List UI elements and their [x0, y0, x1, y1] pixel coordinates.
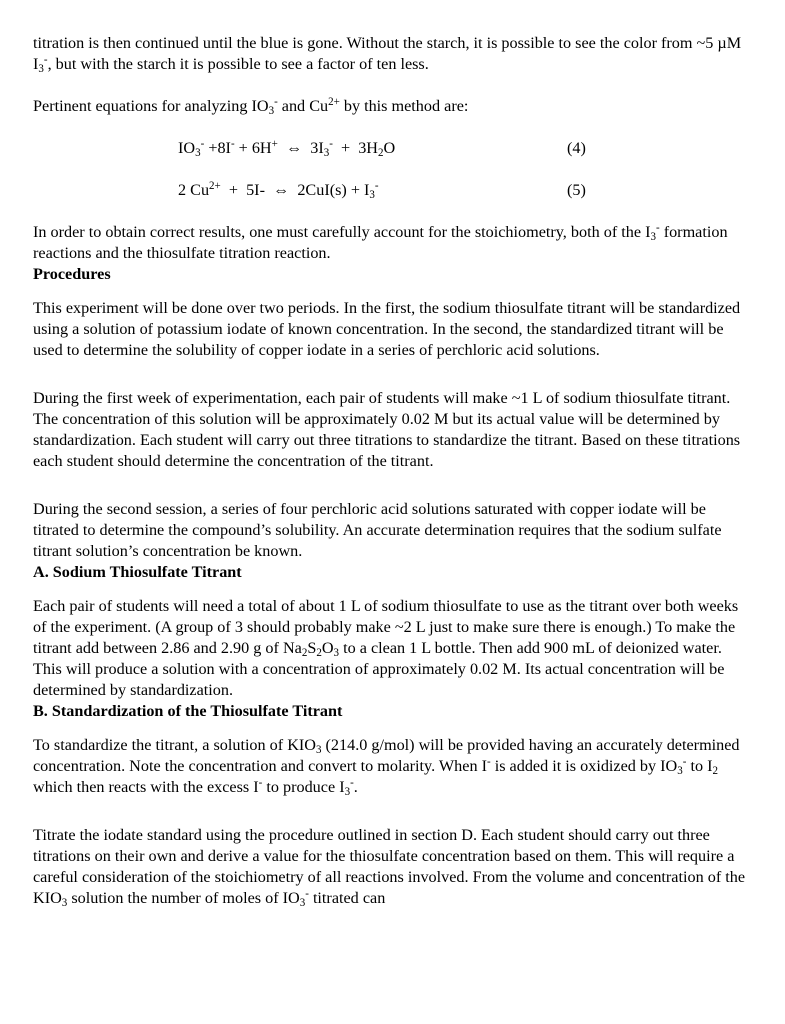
section-b-paragraph-2: Titrate the iodate standard using the procedure outlined in section D. Each student should carry out three titrations on their own and derive a value for the thiosulfate concentration based on them. This will require a careful consideration of the stoichiometry of all reactions involved. From the volume and concentration of the $KIO_3$ solution the number of moles of $IO_3^-$ titrated can	[33, 826, 746, 910]
section-b-paragraph-1: To standardize the titrant, a solution of $KIO_3$ (214.0 g/mol) will be provided having an accurately determined concentration. Note the concentration and convert to molarity. When I- is added it is oxidized by $IO_3^-$ to $I_2$ which then reacts with the excess I- to produce $I_3^-$.	[33, 736, 740, 799]
section-a-heading: A. Sodium Thiosulfate Titrant	[33, 563, 242, 581]
procedures-paragraph-3: During the second session, a series of four perchloric acid solutions saturated with copper iodate will be titrated to determine the compound’s solubility. An accurate determination requires that the sodium sulfate titrant solution’s concentration be known.	[33, 500, 722, 560]
equation-5	[33, 180, 753, 201]
equation-4-number: (4)	[567, 139, 586, 157]
equation-5-text: 2 $Cu^{2+} + 5I-$ ⇔ $2CuI(s) + I_3^-$	[178, 179, 379, 202]
pertinent-equations-intro: Pertinent equations for analyzing $IO_3^-$ and $Cu^{2+}$ by this method are:	[33, 95, 469, 118]
equation-4	[33, 138, 753, 159]
procedures-paragraph-2: During the first week of experimentation, each pair of students will make ~1 L of sodium thiosulfate titrant. The concentration of this solution will be approximately 0.02 M but its actual value will be determined by standardization. Each student will carry out three titrations to standardize the titrant. Based on these titrations each student should determine the concentration of the titrant.	[33, 389, 741, 470]
document-page	[33, 33, 753, 909]
procedures-heading: Procedures	[33, 265, 111, 283]
section-a-paragraph: Each pair of students will need a total of about 1 L of sodium thiosulfate to use as the titrant over both weeks of the experiment. (A group of 3 should probably make ~2 L just to make sure there is enough.) To make the titrant add between 2.86 and 2.90 g of $Na_2S_2O_3$ to a clean 1 L bottle. Then add 900 mL of deionized water. This will produce a solution with a concentration of approximately 0.02 M. Its actual concentration will be determined by standardization.	[33, 597, 739, 699]
section-b-heading: B. Standardization of the Thiosulfate Titrant	[33, 702, 343, 720]
equation-5-number: (5)	[567, 181, 586, 199]
equation-4-text: $IO_3^- +8I^- + 6H^+$ ⇔ $3I_3^- + 3H_2O$	[178, 137, 396, 160]
procedures-paragraph-1: This experiment will be done over two periods. In the first, the sodium thiosulfate titrant will be standardized using a solution of potassium iodate of known concentration. In the second, the standardized titrant will be used to determine the solubility of copper iodate in a series of perchloric acid solutions.	[33, 299, 741, 359]
intro-paragraph: titration is then continued until the blue is gone. Without the starch, it is possible to see the color from ~5 µM $I_3^-$, but with the starch it is possible to see a factor of ten less.	[33, 34, 742, 76]
stoichiometry-paragraph: In order to obtain correct results, one must carefully account for the stoichiometry, both of the $I_3^-$ formation reactions and the thiosulfate titration reaction.	[33, 221, 728, 262]
